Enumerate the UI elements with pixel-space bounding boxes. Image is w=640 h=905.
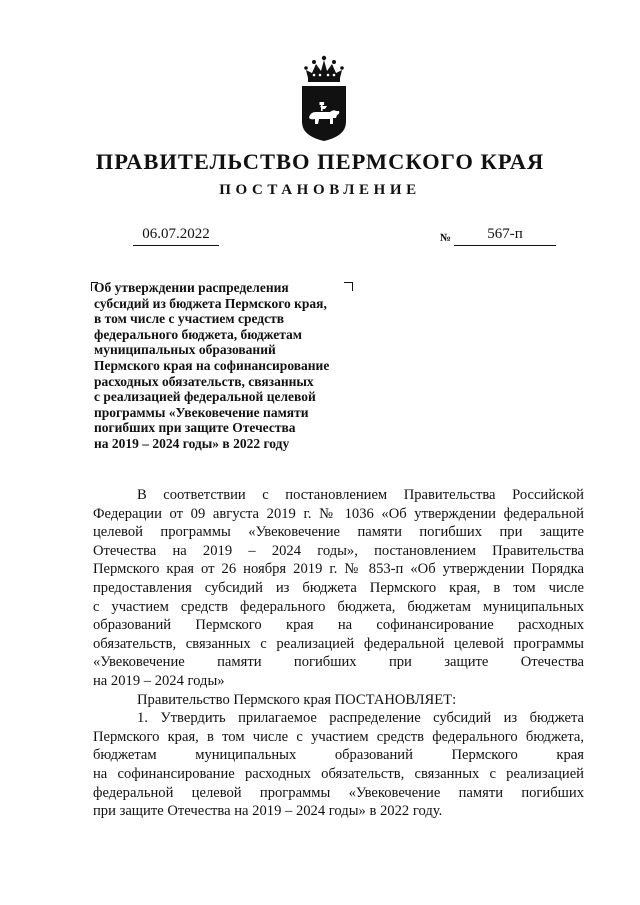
subject-line: расходных обязательств, связанных bbox=[94, 373, 314, 389]
document-date: 06.07.2022 bbox=[133, 226, 219, 246]
subject-line: погибших при защите Отечества bbox=[94, 420, 296, 436]
document-number: 567-п bbox=[454, 226, 556, 246]
body-line: «Увековечение памяти погибших при защите Отечества bbox=[93, 654, 584, 671]
body-line: Федерации от 09 августа 2019 г. № 1036 «Об утверждении федеральной bbox=[93, 505, 584, 522]
body-line: федеральной целевой программы «Увековечение памяти погибших bbox=[93, 784, 584, 801]
subject-line: Пермского края на софинансирование bbox=[94, 357, 330, 373]
subject-line: программы «Увековечение памяти bbox=[94, 404, 309, 420]
document-body bbox=[93, 486, 584, 821]
body-line: целевой программы «Увековечение памяти погибших при защите bbox=[93, 524, 584, 541]
government-title: ПРАВИТЕЛЬСТВО ПЕРМСКОГО КРАЯ bbox=[95, 149, 545, 174]
body-line: Правительство Пермского края ПОСТАНОВЛЯЕТ: bbox=[137, 691, 457, 708]
body-line: образований Пермского края на софинансирование расходных bbox=[93, 617, 584, 634]
body-line: обязательств, связанных с реализацией федеральной целевой программы bbox=[93, 635, 584, 652]
body-line: на 2019 – 2024 годы» bbox=[93, 672, 225, 689]
body-line: при защите Отечества на 2019 – 2024 годы» в 2022 году. bbox=[93, 803, 443, 820]
subject-line: федерального бюджета, бюджетам bbox=[94, 326, 303, 342]
body-line: 1. Утвердить прилагаемое распределение субсидий из бюджета bbox=[137, 710, 584, 727]
body-line: Пермского края от 26 ноября 2019 г. № 853-п «Об утверждении Порядка bbox=[93, 561, 584, 578]
body-line: Отечества на 2019 – 2024 годы», постановлением Правительства bbox=[93, 542, 584, 559]
body-line: В соответствии с постановлением Правительства Российской bbox=[137, 487, 584, 503]
body-line: предоставления субсидий из бюджета Пермского края, в том числе bbox=[93, 579, 584, 596]
subject-line: с реализацией федеральной целевой bbox=[94, 389, 316, 405]
subject-line: в том числе с участием средств bbox=[94, 311, 285, 327]
body-line: с участием средств федерального бюджета, бюджетам муниципальных bbox=[93, 598, 584, 615]
body-line: Пермского края, в том числе с участием средств федерального бюджета, bbox=[93, 728, 584, 745]
document-type: ПОСТАНОВЛЕНИЕ bbox=[219, 182, 421, 198]
perm-krai-coat-of-arms-icon bbox=[296, 52, 352, 142]
subject-line: субсидий из бюджета Пермского края, bbox=[94, 295, 327, 311]
document-subject bbox=[94, 280, 384, 452]
subject-line: муниципальных образований bbox=[94, 342, 276, 358]
body-line: бюджетам муниципальных образований Пермского края bbox=[93, 747, 584, 764]
number-label: № bbox=[440, 232, 452, 244]
subject-line: Об утверждении распределения bbox=[94, 280, 289, 295]
body-line: на софинансирование расходных обязательств, связанных с реализацией bbox=[93, 765, 584, 782]
subject-line: на 2019 – 2024 годы» в 2022 году bbox=[94, 435, 290, 451]
